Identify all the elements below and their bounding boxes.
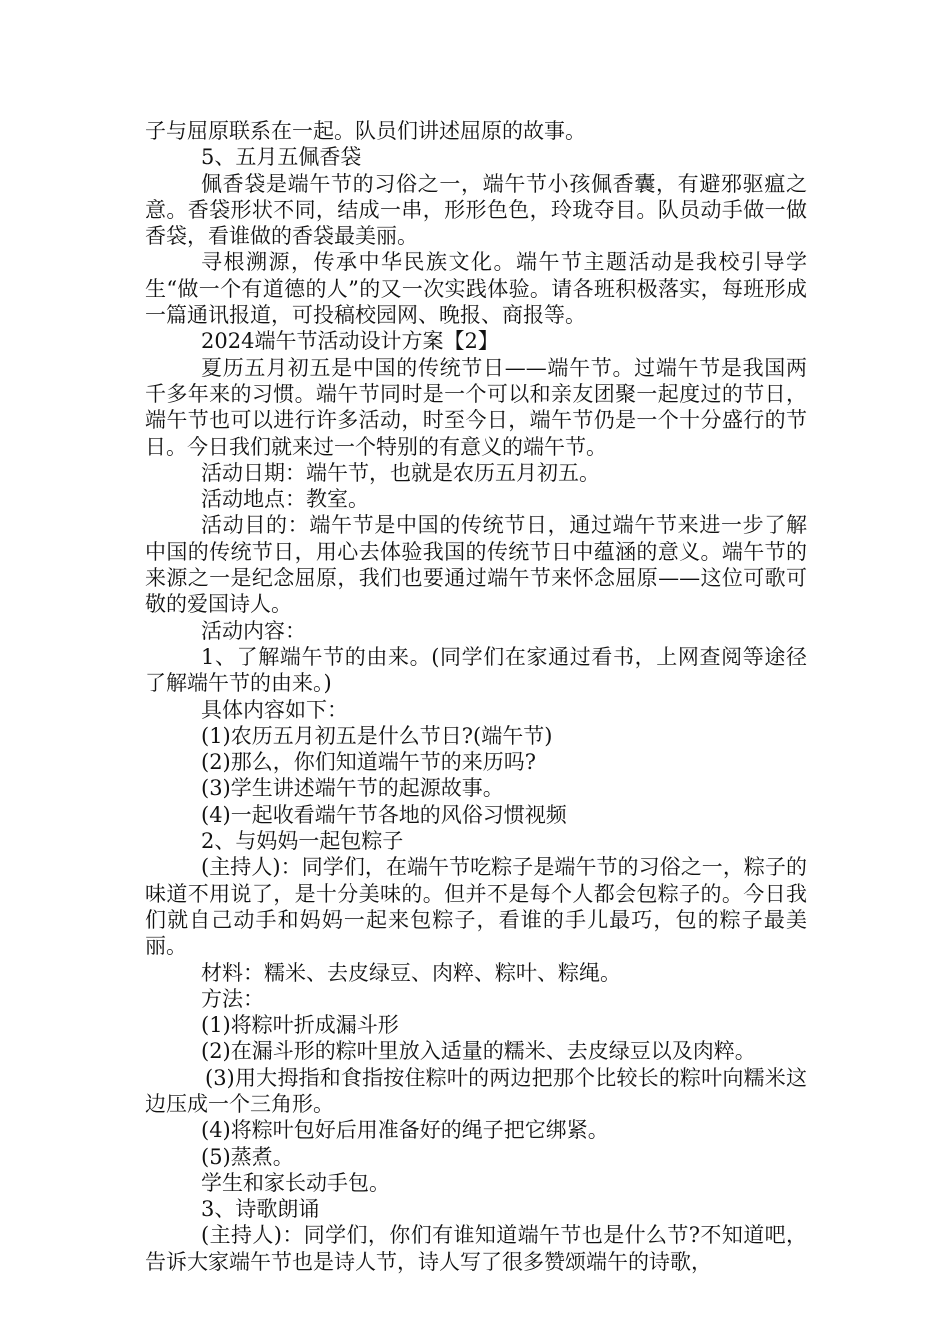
list-item: (5)蒸煮。 <box>201 1144 294 1169</box>
host-speech-zongzi: (主持人)：同学们，在端午节吃粽子是端午节的习俗之一，粽子的味道不用说了，是十分美味的。但并不是每个人都会包粽子的。今日我们就自己动手和妈妈一起来包粽子，看谁的手儿最巧，包的粽子最美丽。 <box>145 855 807 959</box>
list-item: (2)那么，你们知道端午节的来历吗? <box>201 750 537 775</box>
activity-date: 活动日期：端午节，也就是农历五月初五。 <box>201 460 600 485</box>
list-item: (4)一起收看端午节各地的风俗习惯视频 <box>201 802 567 827</box>
paragraph-sachet: 佩香袋是端午节的习俗之一，端午节小孩佩香囊，有避邪驱瘟之意。香袋形状不同，结成一串，形形色色，玲珑夺目。队员动手做一做香袋，看谁做的香袋最美丽。 <box>145 171 807 249</box>
plan-title-2: 2024端午节活动设计方案【2】 <box>201 329 499 354</box>
item-2-zongzi: 2、与妈妈一起包粽子 <box>201 829 404 854</box>
paragraph-continuation: 子与屈原联系在一起。队员们讲述屈原的故事。 <box>145 119 586 143</box>
list-item: (3)学生讲述端午节的起源故事。 <box>201 776 504 801</box>
paragraph-culture: 寻根溯源，传承中华民族文化。端午节主题活动是我校引导学生“做一个有道德的人”的又一次实践体验。请各班积极落实，每班形成一篇通讯报道，可投稿校园网、晚报、商报等。 <box>145 250 807 328</box>
list-item: (2)在漏斗形的粽叶里放入适量的糯米、去皮绿豆以及肉粹。 <box>201 1039 756 1064</box>
materials: 材料：糯米、去皮绿豆、肉粹、粽叶、粽绳。 <box>201 960 621 985</box>
activity-content-heading: 活动内容： <box>201 618 306 643</box>
list-item: (1)农历五月初五是什么节日?(端午节) <box>201 723 553 748</box>
activity-purpose: 活动目的：端午节是中国的传统节日，通过端午节来进一步了解中国的传统节日，用心去体验我国的传统节日中蕴涵的意义。端午节的来源之一是纪念屈原，我们也要通过端午节来怀念屈原——这位可歌可敬的爱国诗人。 <box>145 513 807 617</box>
method-heading: 方法： <box>201 986 264 1011</box>
item-1-origin: 1、了解端午节的由来。(同学们在家通过看书，上网查阅等途径了解端午节的由来。) <box>145 644 807 696</box>
item-3-poetry: 3、诗歌朗诵 <box>201 1197 320 1222</box>
section-heading-5: 5、五月五佩香袋 <box>201 145 362 170</box>
host-speech-poetry: (主持人)：同学们，你们有谁知道端午节也是什么节?不知道吧，告诉大家端午节也是诗人节，诗人写了很多赞颂端午的诗歌， <box>145 1223 807 1274</box>
details-heading: 具体内容如下： <box>201 697 348 722</box>
hands-on: 学生和家长动手包。 <box>201 1170 390 1195</box>
list-item: (4)将粽叶包好后用准备好的绳子把它绑紧。 <box>201 1118 609 1143</box>
paragraph-intro: 夏历五月初五是中国的传统节日——端午节。过端午节是我国两千多年来的习惯。端午节同时是一个可以和亲友团聚一起度过的节日，端午节也可以进行许多活动，时至今日，端午节仍是一个十分盛行的节日。今日我们就来过一个特别的有意义的端午节。 <box>145 355 807 459</box>
activity-location: 活动地点：教室。 <box>201 487 369 512</box>
list-item: (3)用大拇指和食指按住粽叶的两边把那个比较长的粽叶向糯米这边压成一个三角形。 <box>145 1065 807 1116</box>
document-body <box>145 118 807 1275</box>
list-item: (1)将粽叶折成漏斗形 <box>201 1013 399 1038</box>
